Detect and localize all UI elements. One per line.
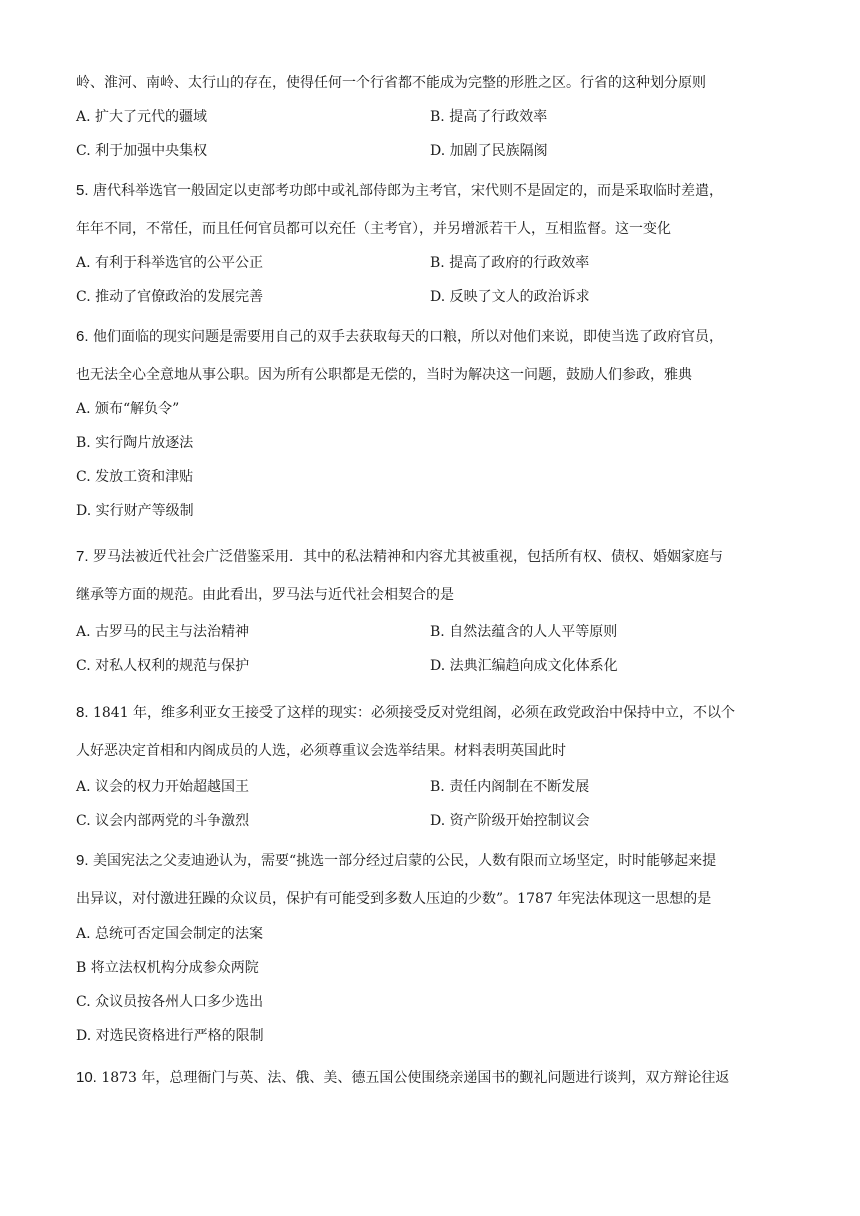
q8-stem-line-2: 人好恶决定首相和内阁成员的人选，必须尊重议会选举结果。材料表明英国此时 — [76, 743, 566, 759]
q6-stem-line-2: 也无法全心全意地从事公职。因为所有公职都是无偿的，当时为解决这一问题，鼓励人们参政，雅典 — [76, 367, 692, 383]
q7-stem-line-1 — [76, 547, 723, 567]
q6-option-c: C. 发放工资和津贴 — [76, 469, 194, 485]
q5-stem-line-1 — [76, 181, 723, 201]
q4-option-d: D. 加剧了民族隔阂 — [430, 143, 548, 159]
q7-stem-line-2: 继承等方面的规范。由此看出，罗马法与近代社会相契合的是 — [76, 587, 454, 603]
q9-option-b: B 将立法权机构分成参众两院 — [76, 960, 259, 976]
q9-stem-line-2: 出异议，对付激进狂躁的众议员，保护有可能受到多数人压迫的少数”。1787 年宪法体现这一思想的是 — [76, 891, 712, 907]
q6-option-a: A. 颁布“解负令” — [76, 401, 180, 417]
q10-stem-text-1: 1873 年，总理衙门与英、法、俄、美、德五国公使围绕亲递国书的觐礼问题进行谈判，双方辩论往返 — [101, 1070, 730, 1086]
q7-option-a: A. 古罗马的民主与法治精神 — [76, 624, 250, 640]
q8-stem-text-1: 1841 年，维多利亚女王接受了这样的现实：必须接受反对党组阁，必须在政党政治中保持中立，不以个 — [92, 705, 736, 721]
q5-stem-line-2: 年年不同，不常任，而且任何官员都可以充任（主考官），并另增派若干人，互相监督。这一变化 — [76, 221, 671, 237]
q5-option-a: A. 有利于科举选官的公平公正 — [76, 255, 264, 271]
q8-option-d: D. 资产阶级开始控制议会 — [430, 813, 590, 829]
q6-option-b: B. 实行陶片放逐法 — [76, 435, 194, 451]
q9-stem-line-1 — [76, 851, 716, 871]
q5-option-d: D. 反映了文人的政治诉求 — [430, 289, 590, 305]
q9-stem-text-1: 美国宪法之父麦迪逊认为，需要“挑选一部分经过启蒙的公民，人数有限而立场坚定，时时能够起来提 — [92, 853, 717, 869]
q4-option-b: B. 提高了行政效率 — [430, 109, 548, 125]
q6-stem-line-1 — [76, 327, 723, 347]
q5-option-c: C. 推动了官僚政治的发展完善 — [76, 289, 264, 305]
q5-stem-text-1: 唐代科举选官一般固定以吏部考功郎中或礼部侍郎为主考官，宋代则不是固定的，而是采取临时差遣， — [92, 183, 723, 199]
q7-number: 7. — [76, 548, 89, 565]
q9-option-d: D. 对选民资格进行严格的限制 — [76, 1028, 264, 1044]
q7-stem-text-1: 罗马法被近代社会广泛借鉴采用．其中的私法精神和内容尤其被重视，包括所有权、债权、婚姻家庭与 — [92, 549, 723, 565]
q6-option-d: D. 实行财产等级制 — [76, 503, 194, 519]
q8-option-b: B. 责任内阁制在不断发展 — [430, 779, 590, 795]
q8-number: 8. — [76, 704, 89, 721]
q9-option-c: C. 众议员按各州人口多少选出 — [76, 994, 264, 1010]
q5-option-b: B. 提高了政府的行政效率 — [430, 255, 590, 271]
q4-option-c: C. 利于加强中央集权 — [76, 143, 208, 159]
q9-option-a: A. 总统可否定国会制定的法案 — [76, 926, 264, 942]
q5-number: 5. — [76, 182, 89, 199]
q9-number: 9. — [76, 852, 89, 869]
q8-option-a: A. 议会的权力开始超越国王 — [76, 779, 250, 795]
q7-option-b: B. 自然法蕴含的人人平等原则 — [430, 624, 618, 640]
q6-number: 6. — [76, 328, 89, 345]
q8-stem-line-1 — [76, 703, 735, 723]
q6-stem-text-1: 他们面临的现实问题是需要用自己的双手去获取每天的口粮，所以对他们来说，即使当选了政府官员， — [92, 329, 723, 345]
q7-option-d: D. 法典汇编趋向成文化体系化 — [430, 658, 618, 674]
q10-number: 10. — [76, 1069, 97, 1086]
q4-stem-line: 岭、淮河、南岭、太行山的存在，使得任何一个行省都不能成为完整的形胜之区。行省的这种划分原则 — [76, 75, 706, 91]
q8-option-c: C. 议会内部两党的斗争激烈 — [76, 813, 250, 829]
q4-option-a: A. 扩大了元代的疆域 — [76, 109, 208, 125]
q10-stem-line-1 — [76, 1068, 729, 1088]
q7-option-c: C. 对私人权利的规范与保护 — [76, 658, 250, 674]
